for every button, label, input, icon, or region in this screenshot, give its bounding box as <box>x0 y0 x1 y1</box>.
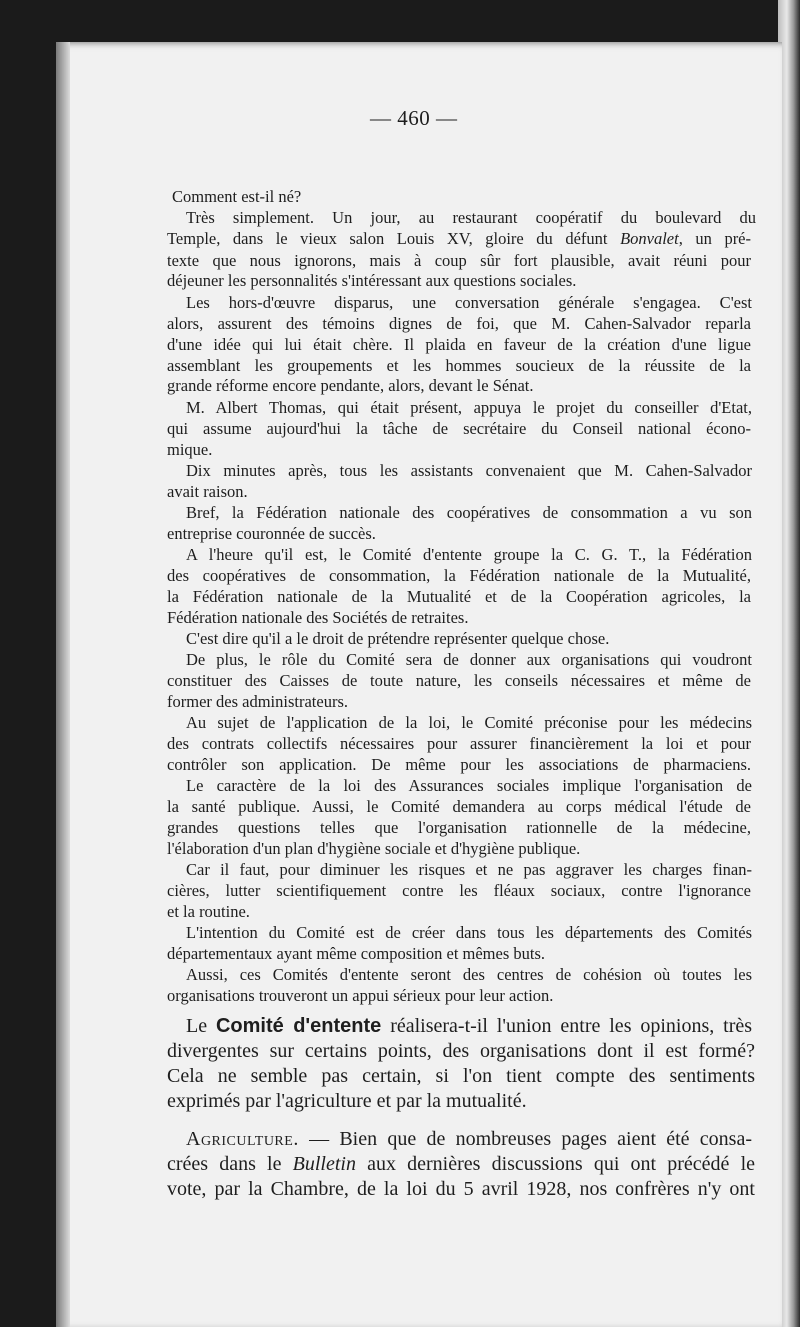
text-line: Très simplement. Un jour, au restaurant coopératif du boulevard du <box>186 208 756 227</box>
text-line: contrôler son application. De même pour les associations de pharmaciens. <box>167 755 751 774</box>
text-line: vote, par la Chambre, de la loi du 5 avril 1928, nos confrères n'y ont <box>167 1178 755 1200</box>
text-line: C'est dire qu'il a le droit de prétendre représenter quelque chose. <box>186 629 610 648</box>
text-line: texte que nous ignorons, mais à coup sûr fort plausible, avait réuni pour <box>167 251 751 270</box>
text-line: A l'heure qu'il est, le Comité d'entente groupe la C. G. T., la Fédération <box>186 545 752 564</box>
text-line: déjeuner les personnalités s'intéressant aux questions sociales. <box>167 271 577 290</box>
text-line: grandes questions telles que l'organisation rationnelle de la médecine, <box>167 818 751 837</box>
text-line: Car il faut, pour diminuer les risques et ne pas aggraver les charges finan- <box>186 860 752 879</box>
text-span: crées dans le <box>167 1153 282 1175</box>
text-line: d'une idée qui lui était chère. Il plaida en faveur de la création d'une ligue <box>167 335 751 354</box>
text-line: Fédération nationale des Sociétés de retraites. <box>167 608 469 627</box>
text-line: organisations trouveront un appui sérieux pour leur action. <box>167 986 554 1005</box>
text-line: Dix minutes après, tous les assistants convenaient que M. Cahen-Salvador <box>186 461 752 480</box>
text-line: constituer des Caisses de toute nature, les conseils nécessaires et même de <box>167 671 751 690</box>
text-line: Les hors-d'œuvre disparus, une conversation générale s'engagea. C'est <box>186 293 752 312</box>
text-line: des coopératives de consommation, la Fédération nationale de la Mutualité, <box>167 566 751 585</box>
text-span: réalisera-t-il l'union entre les opinions, très <box>390 1015 753 1037</box>
text-line: divergentes sur certains points, des organisations dont il est formé? <box>167 1040 755 1062</box>
text-span: — Bien que de nombreuses pages aient été consa- <box>309 1128 752 1150</box>
text-line: Aussi, ces Comités d'entente seront des centres de cohésion où toutes les <box>186 965 752 984</box>
text-line <box>186 1016 752 1036</box>
text-line: la santé publique. Aussi, le Comité demandera au corps médical l'étude de <box>167 797 751 816</box>
text-line: assemblant les groupements et les hommes soucieux de la réussite de la <box>167 356 751 375</box>
page-spine <box>56 42 70 1327</box>
text-line <box>186 1129 752 1149</box>
text-line: Cela ne semble pas certain, si l'on tient compte des sentiments <box>167 1065 755 1087</box>
text-line: alors, assurent des témoins dignes de foi, que M. Cahen-Salvador reparla <box>167 314 751 333</box>
comite-bold: Comité d'entente <box>215 1015 382 1037</box>
text-line: exprimés par l'agriculture et par la mutualité. <box>167 1090 527 1112</box>
text-line: mique. <box>167 440 213 459</box>
text-line: De plus, le rôle du Comité sera de donner aux organisations qui voudront <box>186 650 752 669</box>
text-line <box>167 1154 755 1174</box>
text-line: et la routine. <box>167 902 250 921</box>
text-line: avait raison. <box>167 482 248 501</box>
text-line: Temple, dans le vieux salon Louis XV, gloire du défunt Bonvalet, un pré- <box>167 229 752 248</box>
text-line: grande réforme encore pendante, alors, devant le Sénat. <box>167 376 534 395</box>
bulletin-italic: Bulletin <box>292 1153 356 1175</box>
text-line: Bref, la Fédération nationale des coopératives de consommation a vu son <box>186 503 752 522</box>
text-line: L'intention du Comité est de créer dans tous les départements des Comités <box>186 923 752 942</box>
text-line: Comment est-il né? <box>172 187 302 206</box>
text-line: M. Albert Thomas, qui était présent, appuya le projet du conseiller d'Etat, <box>186 398 752 417</box>
text-line: entreprise couronnée de succès. <box>167 524 376 543</box>
text-line: Au sujet de l'application de la loi, le Comité préconise pour les médecins <box>186 713 752 732</box>
text-span: aux dernières discussions qui ont précédé le <box>367 1153 756 1175</box>
text-line: des contrats collectifs nécessaires pour assurer financièrement la loi et pour <box>167 734 751 753</box>
text-line: départementaux ayant même composition et mêmes buts. <box>167 944 546 963</box>
text-line: la Fédération nationale de la Mutualité et de la Coopération agricoles, la <box>167 587 751 606</box>
text-span: Le <box>186 1015 208 1037</box>
bonvalet-italic: Bonvalet <box>620 229 679 248</box>
text-line: l'élaboration d'un plan d'hygiène sociale et d'hygiène publique. <box>167 839 581 858</box>
text-line: cières, lutter scientifiquement contre les fléaux sociaux, contre l'ignorance <box>167 881 751 900</box>
page-number: — 460 — <box>370 106 458 130</box>
text-line: former des administrateurs. <box>167 692 348 711</box>
text-line: Le caractère de la loi des Assurances sociales implique l'organisation de <box>186 776 752 795</box>
text-line: qui assume aujourd'hui la tâche de secrétaire du Conseil national écono- <box>167 419 751 438</box>
agriculture-heading: Agriculture. <box>186 1128 299 1150</box>
